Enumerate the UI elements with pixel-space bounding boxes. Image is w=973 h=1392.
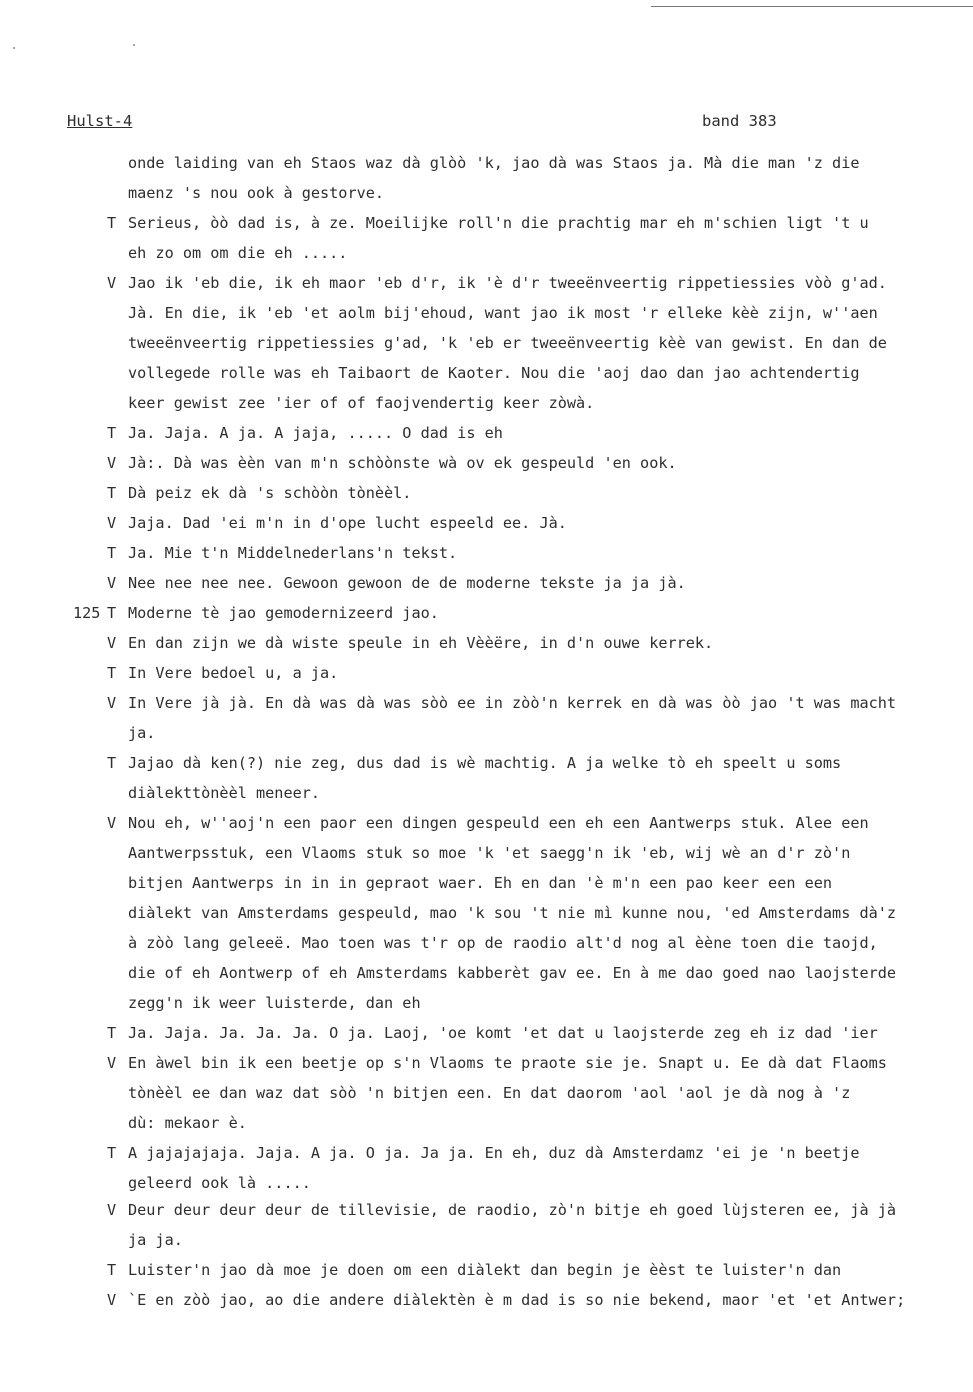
line-number: 125 (73, 604, 101, 622)
utterance-text (128, 508, 973, 538)
text-line: onde laiding van eh Staos waz dà glòò 'k, jao dà was Staos ja. Mà die man 'z die (128, 154, 860, 172)
text-line: maenz 's nou ook à gestorve. (128, 184, 385, 202)
utterance-text (128, 1138, 973, 1198)
speaker-label: V (107, 1054, 117, 1072)
speaker-label: T (107, 1024, 117, 1042)
utterance-text (128, 148, 973, 208)
text-line: Luister'n jao dà moe je doen om een diàlekt dan begin je èèst te luister'n dan (128, 1261, 842, 1279)
text-line: Serieus, òò dad is, à ze. Moeilijke roll'n die prachtig mar eh m'schien ligt 't u (128, 214, 869, 232)
speaker-label: V (107, 514, 117, 532)
paper-speck (133, 44, 135, 46)
text-line: bitjen Aantwerps in in in gepraot waer. Eh en dan 'è m'n een pao keer een een (128, 874, 833, 892)
text-line: keer gewist zee 'ier of of faojvendertig keer zòwà. (128, 394, 595, 412)
speaker-label: V (107, 454, 117, 472)
speaker-label: V (107, 634, 117, 652)
speaker-label: T (107, 1261, 117, 1279)
utterance-text (128, 478, 973, 508)
paper-speck (13, 47, 15, 49)
text-line: Jà:. Dà was èèn van m'n schòònste wà ov ek gespeuld 'en ook. (128, 454, 677, 472)
text-line: `E en zòò jao, ao die andere diàlektèn è m dad is so nie bekend, maor 'et 'et Antwer; (128, 1291, 906, 1309)
speaker-label: V (107, 814, 117, 832)
utterance-text (128, 208, 973, 268)
utterance-text (128, 1255, 973, 1285)
text-line: Jajao dà ken(?) nie zeg, dus dad is wè machtig. A ja welke tò eh speelt u soms (128, 754, 842, 772)
utterance-text (128, 1048, 973, 1138)
speaker-label: T (107, 424, 117, 442)
text-line: Moderne tè jao gemodernizeerd jao. (128, 604, 439, 622)
text-line: En dan zijn we dà wiste speule in eh Vèèëre, in d'n ouwe kerrek. (128, 634, 714, 652)
utterance-text (128, 658, 973, 688)
speaker-label: V (107, 1201, 117, 1219)
speaker-label: T (107, 484, 117, 502)
text-line: tweeënveertig rippetiessies g'ad, 'k 'eb er tweeënveertig kèè van gewist. En dan de (128, 334, 887, 352)
top-rule (651, 6, 973, 7)
text-line: à zòò lang geleeë. Mao toen was t'r op de raodio alt'd nog al èène toen die taojd, (128, 934, 878, 952)
text-line: zegg'n ik weer luisterde, dan eh (128, 994, 421, 1012)
utterance-text (128, 418, 973, 448)
utterance-text (128, 448, 973, 478)
utterance-text (128, 808, 973, 1018)
text-line: Deur deur deur deur de tillevisie, de raodio, zò'n bitje eh goed lùjsteren ee, jà jà (128, 1201, 897, 1219)
speaker-label: T (107, 604, 117, 622)
utterance-text (128, 688, 973, 748)
utterance-text (128, 568, 973, 598)
text-line: Aantwerpsstuk, een Vlaoms stuk so moe 'k 'et saegg'n ik 'eb, wij wè an d'r zò'n (128, 844, 851, 862)
text-line: Nou eh, w''aoj'n een paor een dingen gespeuld een eh een Aantwerps stuk. Alee een (128, 814, 869, 832)
speaker-label: T (107, 214, 117, 232)
utterance-text (128, 1285, 973, 1315)
utterance-text (128, 1018, 973, 1048)
text-line: Ja. Jaja. A ja. A jaja, ..... O dad is eh (128, 424, 503, 442)
speaker-label: V (107, 694, 117, 712)
speaker-label: V (107, 1291, 117, 1309)
speaker-label: T (107, 544, 117, 562)
text-line: In Vere bedoel u, a ja. (128, 664, 339, 682)
text-line: Nee nee nee nee. Gewoon gewoon de de moderne tekste ja ja jà. (128, 574, 686, 592)
speaker-label: T (107, 754, 117, 772)
utterance-text (128, 1195, 973, 1255)
text-line: Jaja. Dad 'ei m'n in d'ope lucht espeeld ee. Jà. (128, 514, 567, 532)
text-line: tònèèl ee dan waz dat sòò 'n bitjen een. En dat daorom 'aol 'aol je dà nog à 'z (128, 1084, 851, 1102)
text-line: diàlekt van Amsterdams gespeuld, mao 'k sou 't nie mì kunne nou, 'ed Amsterdams dà'z (128, 904, 897, 922)
text-line: geleerd ook là ..... (128, 1174, 311, 1192)
text-line: En àwel bin ik een beetje op s'n Vlaoms te praote sie je. Snapt u. Ee dà dat Flaoms (128, 1054, 887, 1072)
text-line: ja ja. (128, 1231, 183, 1249)
text-line: diàlekttònèèl meneer. (128, 784, 321, 802)
utterance-text (128, 538, 973, 568)
text-line: Jà. En die, ik 'eb 'et aolm bij'ehoud, want jao ik most 'r elleke kèè zijn, w''aen (128, 304, 878, 322)
text-line: Dà peiz ek dà 's schòòn tònèèl. (128, 484, 412, 502)
text-line: A jajajajaja. Jaja. A ja. O ja. Ja ja. En eh, duz dà Amsterdamz 'ei je 'n beetje (128, 1144, 860, 1162)
text-line: ja. (128, 724, 156, 742)
utterance-text (128, 748, 973, 808)
utterance-text (128, 598, 973, 628)
speaker-label: T (107, 1144, 117, 1162)
speaker-label: T (107, 664, 117, 682)
text-line: vollegede rolle was eh Taibaort de Kaoter. Nou die 'aoj dao dan jao achtendertig (128, 364, 860, 382)
speaker-label: V (107, 274, 117, 292)
text-line: In Vere jà jà. En dà was dà was sòò ee in zòò'n kerrek en dà was òò jao 't was macht (128, 694, 897, 712)
document-id: Hulst-4 (67, 112, 133, 130)
text-line: Ja. Jaja. Ja. Ja. Ja. O ja. Laoj, 'oe komt 'et dat u laojsterde zeg eh iz dad 'ier (128, 1024, 878, 1042)
utterance-text (128, 268, 973, 418)
text-line: eh zo om om die eh ..... (128, 244, 348, 262)
text-line: dù: mekaor è. (128, 1114, 247, 1132)
text-line: Jao ik 'eb die, ik eh maor 'eb d'r, ik 'è d'r tweeënveertig rippetiessies vòò g'ad. (128, 274, 887, 292)
tape-number: band 383 (702, 112, 777, 130)
speaker-label: V (107, 574, 117, 592)
text-line: Ja. Mie t'n Middelnederlans'n tekst. (128, 544, 458, 562)
utterance-text (128, 628, 973, 658)
text-line: die of eh Aontwerp of eh Amsterdams kabberèt gav ee. En à me dao goed nao laojsterde (128, 964, 897, 982)
